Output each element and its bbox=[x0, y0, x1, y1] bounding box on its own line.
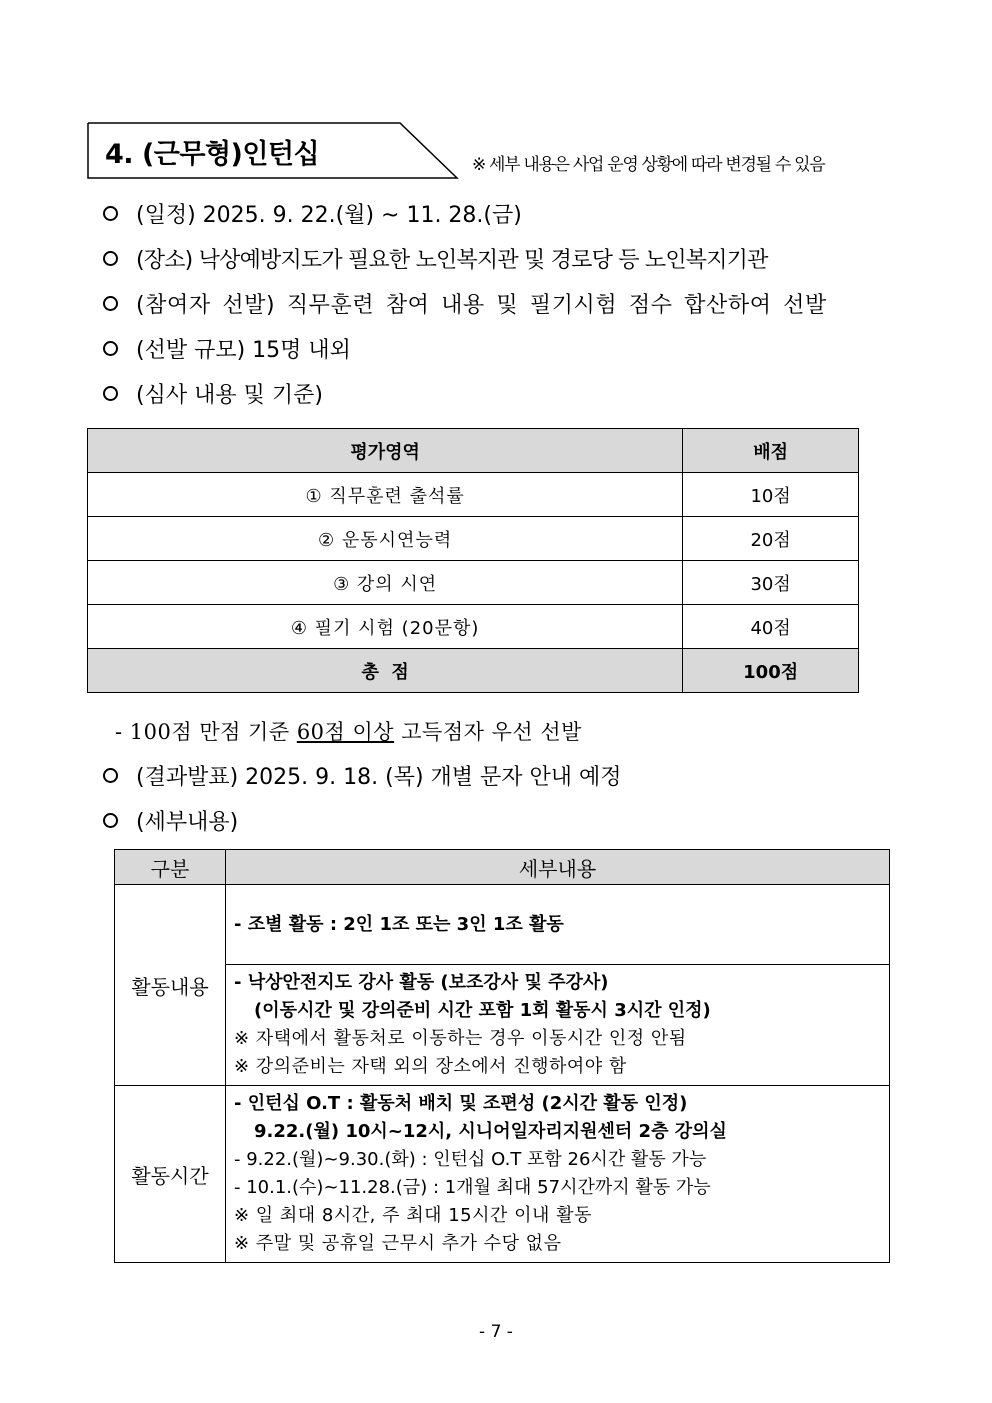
bullet-selection: (참여자 선발) 직무훈련 참여 내용 및 필기시험 점수 합산하여 선발 bbox=[101, 288, 827, 319]
table-row bbox=[115, 885, 890, 965]
total-row bbox=[88, 649, 859, 693]
category-activity: 활동내용 bbox=[115, 885, 226, 1086]
circle-bullet-icon bbox=[103, 296, 118, 311]
header-detail: 세부내용 bbox=[226, 850, 890, 885]
circle-bullet-icon bbox=[103, 251, 118, 266]
bullet-details: (세부내용) bbox=[101, 805, 238, 836]
header-points: 배점 bbox=[683, 429, 859, 473]
table-row bbox=[88, 605, 859, 649]
eval-item: ③ 강의 시연 bbox=[88, 561, 683, 605]
table-row bbox=[88, 517, 859, 561]
table-row bbox=[115, 1086, 890, 1263]
bullet-criteria: (심사 내용 및 기준) bbox=[101, 378, 323, 409]
eval-score: 10점 bbox=[683, 473, 859, 517]
score-table-header bbox=[88, 429, 859, 473]
page-number: - 7 - bbox=[479, 1322, 513, 1342]
total-label: 총 점 bbox=[88, 649, 683, 693]
activity-group-2: - 낙상안전지도 강사 활동 (보조강사 및 주강사) (이동시간 및 강의준비 시간 포함 1회 활동시 3시간 인정) ※ 자택에서 활동처로 이동하는 경우 이동시간 인정 안됨 ※ 강의준비는 자택 외의 장소에서 진행하여야 함 bbox=[226, 965, 890, 1086]
eval-score: 20점 bbox=[683, 517, 859, 561]
score-table bbox=[87, 428, 859, 693]
circle-bullet-icon bbox=[103, 206, 118, 221]
detail-table bbox=[114, 849, 890, 1263]
detail-table-header bbox=[115, 850, 890, 885]
eval-item: ① 직무훈련 출석률 bbox=[88, 473, 683, 517]
circle-bullet-icon bbox=[103, 768, 118, 783]
time-details: - 인턴십 O.T : 활동처 배치 및 조편성 (2시간 활동 인정) 9.22.(월) 10시~12시, 시니어일자리지원센터 2층 강의실 - 9.22.(월)~9.30.(화) : 인턴십 O.T 포함 26시간 활동 가능 - 10.1.(수)~11.28.(금) : 1개월 최대 57시간까지 활동 가능 ※ 일 최대 8시간, 주 최대 15시간 이내 활동 ※ 주말 및 공휴일 근무시 추가 수당 없음 bbox=[226, 1086, 890, 1263]
change-notice: ※ 세부 내용은 사업 운영 상황에 따라 변경될 수 있음 bbox=[472, 155, 825, 175]
bullet-schedule: (일정) 2025. 9. 22.(월) ~ 11. 28.(금) bbox=[101, 198, 522, 229]
section-title: 4. (근무형)인턴십 bbox=[105, 139, 320, 170]
circle-bullet-icon bbox=[103, 386, 118, 401]
circle-bullet-icon bbox=[103, 813, 118, 828]
header-eval-area: 평가영역 bbox=[88, 429, 683, 473]
table-row bbox=[115, 965, 890, 1086]
eval-item: ② 운동시연능력 bbox=[88, 517, 683, 561]
header-category: 구분 bbox=[115, 850, 226, 885]
table-row bbox=[88, 473, 859, 517]
eval-score: 30점 bbox=[683, 561, 859, 605]
total-score: 100점 bbox=[683, 649, 859, 693]
score-note: - 100점 만점 기준 60점 이상 고득점자 우선 선발 bbox=[115, 720, 582, 744]
category-time: 활동시간 bbox=[115, 1086, 226, 1263]
bullet-place: (장소) 낙상예방지도가 필요한 노인복지관 및 경로당 등 노인복지기관 bbox=[101, 243, 768, 274]
score-threshold: 60점 이상 bbox=[296, 720, 395, 744]
activity-group-1: - 조별 활동 : 2인 1조 또는 3인 1조 활동 bbox=[226, 885, 890, 965]
section-header bbox=[87, 122, 459, 180]
bullet-result: (결과발표) 2025. 9. 18. (목) 개별 문자 안내 예정 bbox=[101, 760, 622, 791]
circle-bullet-icon bbox=[103, 341, 118, 356]
table-row bbox=[88, 561, 859, 605]
eval-score: 40점 bbox=[683, 605, 859, 649]
bullet-scale: (선발 규모) 15명 내외 bbox=[101, 333, 351, 364]
eval-item: ④ 필기 시험 (20문항) bbox=[88, 605, 683, 649]
